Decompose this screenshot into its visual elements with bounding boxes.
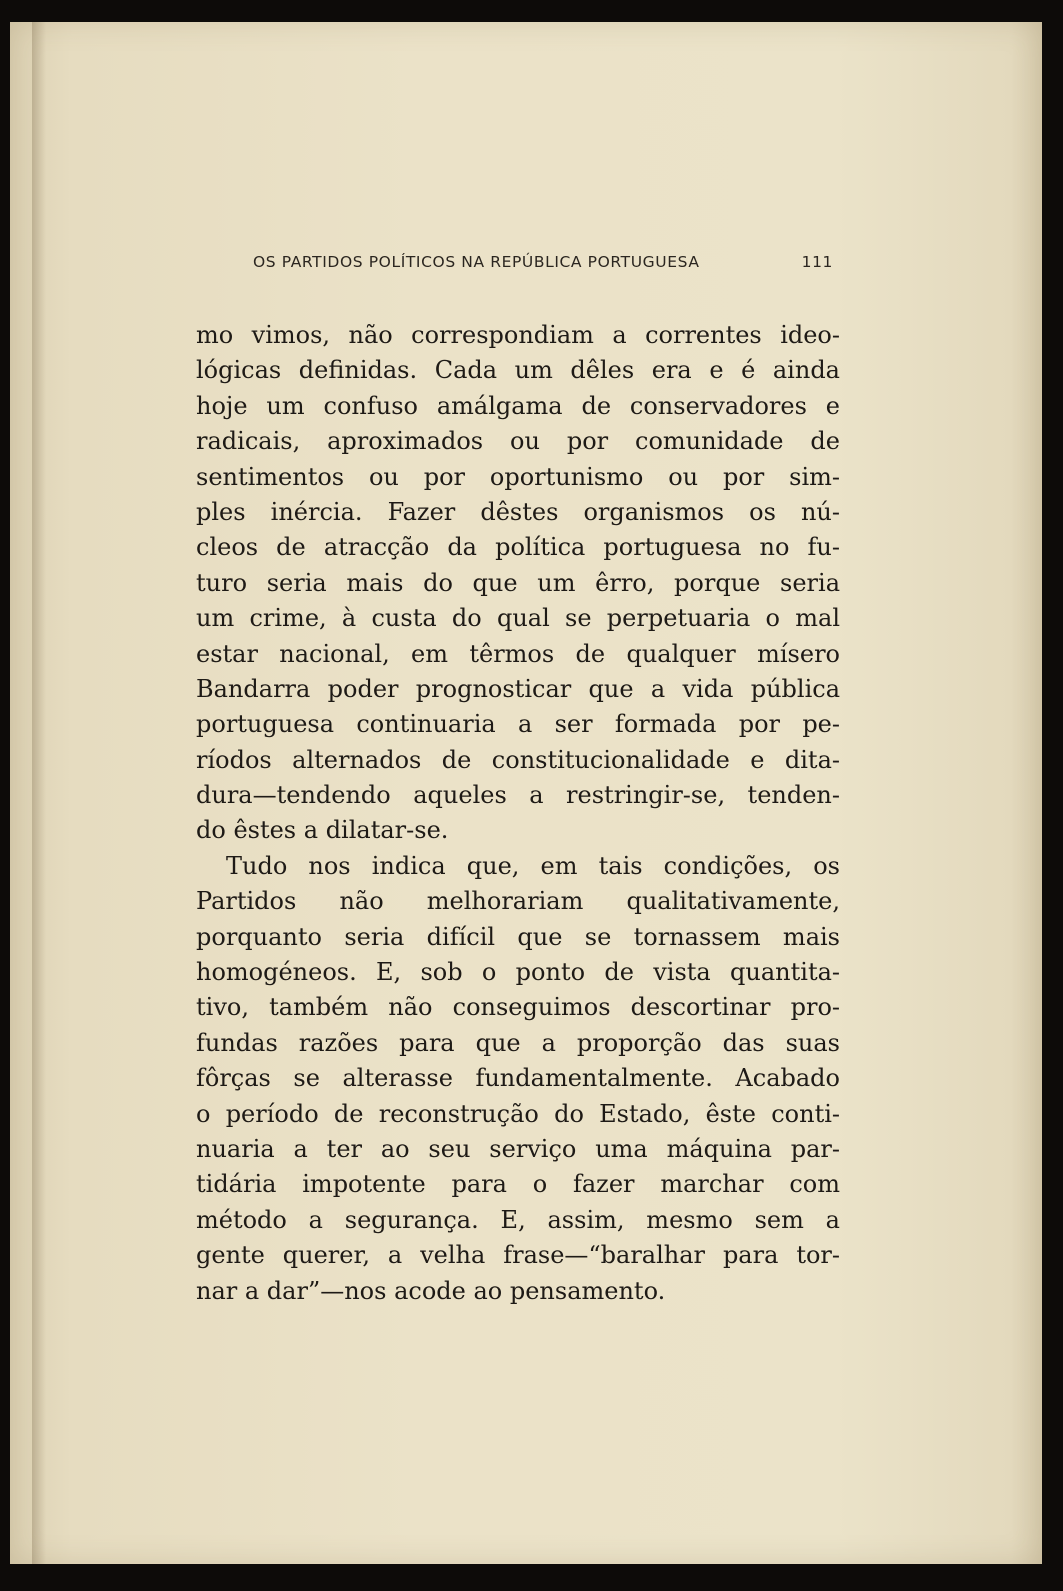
text-line: fundas razões para que a proporção das suas [196,1028,840,1057]
text-line: porquanto seria difícil que se tornassem mais [196,922,840,951]
text-line: um crime, à custa do qual se perpetuaria o mal [196,604,840,633]
text-line: mo vimos, não correspondiam a correntes ideo- [196,321,840,349]
text-line: ples inércia. Fazer dêstes organismos os nú- [196,497,840,526]
text-line: nar a dar”—nos acode ao pensamento. [196,1276,666,1305]
paragraph-2 [196,849,840,1309]
text-line: ríodos alternados de constitucionalidade e dita- [196,745,840,774]
text-line: portuguesa continuaria a ser formada por pe- [196,710,840,739]
binding-shadow [32,22,46,1564]
paragraph-1 [196,318,840,849]
text-line: lógicas definidas. Cada um dêles era e é ainda [196,356,840,385]
text-line: tidária impotente para o fazer marchar com [196,1170,840,1199]
running-header [253,253,833,271]
text-line: o período de reconstrução do Estado, êste conti- [196,1099,840,1128]
running-title: OS PARTIDOS POLÍTICOS NA REPÚBLICA PORTUGUESA [253,253,700,271]
text-line: Bandarra poder prognosticar que a vida pública [196,674,840,703]
text-line: nuaria a ter ao seu serviço uma máquina par- [196,1134,840,1163]
text-line: dura—tendendo aqueles a restringir-se, tenden- [196,781,840,810]
text-line: radicais, aproximados ou por comunidade de [196,427,840,456]
text-line: tivo, também não conseguimos descortinar pro- [196,993,840,1022]
text-line: Tudo nos indica que, em tais condições, os [226,851,840,880]
text-line: Partidos não melhorariam qualitativamente, [196,887,840,916]
text-line: gente querer, a velha frase—“baralhar para tor- [196,1241,840,1270]
body-text [196,318,840,1309]
text-line: sentimentos ou por oportunismo ou por sim- [196,462,840,491]
text-line: homogéneos. E, sob o ponto de vista quantita- [196,958,840,987]
text-line: fôrças se alterasse fundamentalmente. Acabado [196,1064,840,1093]
text-line: estar nacional, em têrmos de qualquer mísero [196,639,840,668]
text-line: método a segurança. E, assim, mesmo sem a [196,1205,840,1234]
text-line: do êstes a dilatar-se. [196,816,449,845]
text-line: turo seria mais do que um êrro, porque seria [196,568,840,597]
page-number: 111 [801,253,833,271]
text-line: cleos de atracção da política portuguesa no fu- [196,533,840,562]
text-line: hoje um confuso amálgama de conservadores e [196,391,840,420]
